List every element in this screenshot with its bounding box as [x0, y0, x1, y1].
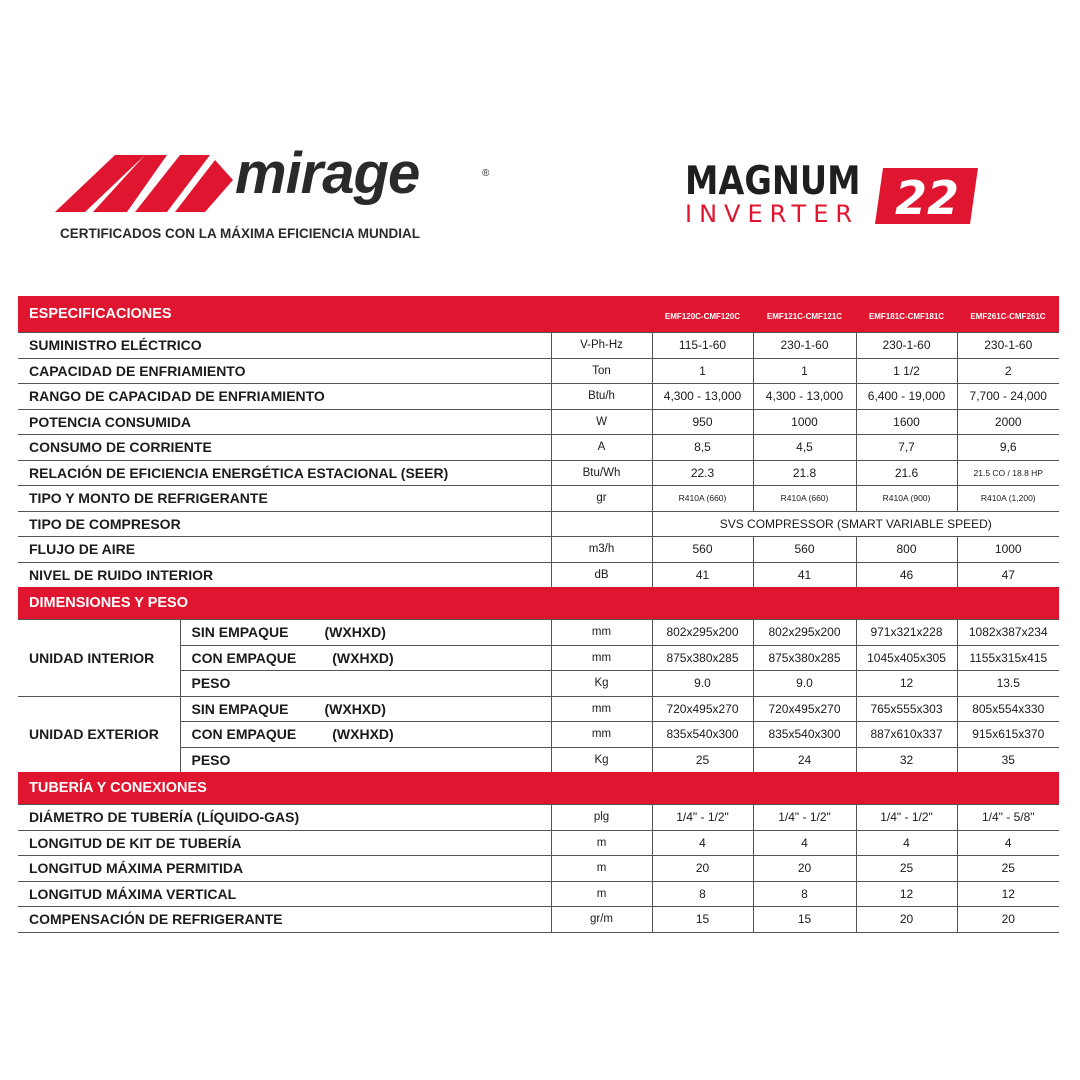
dimension-tag: (WXHXD)	[324, 700, 386, 717]
dimension-label	[180, 747, 551, 772]
spec-value: 950	[652, 409, 753, 435]
spec-value: 25	[957, 856, 1059, 882]
spec-row	[18, 435, 1059, 461]
spec-value: 15	[753, 907, 856, 933]
spec-unit: A	[551, 435, 652, 461]
spec-value: 35	[957, 747, 1059, 772]
spec-unit: W	[551, 409, 652, 435]
dimension-name: CON EMPAQUE	[191, 649, 297, 666]
spec-value: 230-1-60	[957, 333, 1059, 359]
spec-unit: Kg	[551, 671, 652, 697]
spec-value: 1/4" - 5/8"	[957, 805, 1059, 831]
spec-value: 720x495x270	[753, 696, 856, 722]
spec-value: 1600	[856, 409, 957, 435]
spec-unit	[551, 511, 652, 537]
brand-wordmark: mirage	[235, 141, 420, 206]
spec-row	[18, 830, 1059, 856]
spec-unit: m3/h	[551, 537, 652, 563]
spec-value: 802x295x200	[753, 620, 856, 646]
spec-value: 32	[856, 747, 957, 772]
dimension-label	[180, 722, 551, 748]
spec-value: 15	[652, 907, 753, 933]
spec-value: 12	[957, 881, 1059, 907]
model-header: EMF181C-CMF181C	[856, 296, 957, 333]
spec-label: FLUJO DE AIRE	[18, 537, 551, 563]
dimension-name: SIN EMPAQUE	[191, 700, 289, 717]
spec-value: R410A (1,200)	[957, 486, 1059, 512]
spec-value: 21.8	[753, 460, 856, 486]
spec-unit: m	[551, 830, 652, 856]
spec-value: 115-1-60	[652, 333, 753, 359]
product-subtitle: INVERTER	[685, 200, 860, 228]
registered-mark: ®	[482, 168, 490, 179]
spec-row	[18, 358, 1059, 384]
badge-number: 22	[894, 171, 960, 224]
dimension-label	[180, 645, 551, 671]
spec-value: 13.5	[957, 671, 1059, 697]
dimension-row	[18, 696, 1059, 722]
spec-value: 1045x405x305	[856, 645, 957, 671]
dimension-label	[180, 671, 551, 697]
spec-value: 835x540x300	[652, 722, 753, 748]
spec-unit: m	[551, 856, 652, 882]
spec-label: CONSUMO DE CORRIENTE	[18, 435, 551, 461]
spec-value: 8	[652, 881, 753, 907]
spec-value: 20	[652, 856, 753, 882]
spec-value: 8	[753, 881, 856, 907]
spec-label: RELACIÓN DE EFICIENCIA ENERGÉTICA ESTACIONAL (SEER)	[18, 460, 551, 486]
dimension-name: PESO	[191, 751, 231, 768]
spec-value: R410A (660)	[652, 486, 753, 512]
spec-value: 24	[753, 747, 856, 772]
spec-value: 2000	[957, 409, 1059, 435]
spec-value: 20	[957, 907, 1059, 933]
unit-group-label: UNIDAD EXTERIOR	[18, 696, 180, 772]
spec-value: 1/4" - 1/2"	[856, 805, 957, 831]
spec-value: 1	[753, 358, 856, 384]
spec-value: 21.5 CO / 18.8 HP	[957, 460, 1059, 486]
spec-value: 20	[856, 907, 957, 933]
spec-label: TIPO DE COMPRESOR	[18, 511, 551, 537]
dimension-label	[180, 696, 551, 722]
spec-value: 4	[957, 830, 1059, 856]
spec-row	[18, 409, 1059, 435]
spec-value: 1/4" - 1/2"	[753, 805, 856, 831]
dimension-label	[180, 620, 551, 646]
spec-value: 8,5	[652, 435, 753, 461]
spec-row	[18, 511, 1059, 537]
section-title: TUBERÍA Y CONEXIONES	[18, 772, 1059, 805]
section-header-tuberia	[18, 772, 1059, 805]
spec-value: 802x295x200	[652, 620, 753, 646]
spec-label: LONGITUD DE KIT DE TUBERÍA	[18, 830, 551, 856]
spec-value: 21.6	[856, 460, 957, 486]
spec-value: 9.0	[753, 671, 856, 697]
spec-value: 1 1/2	[856, 358, 957, 384]
spec-table	[18, 296, 1059, 933]
spec-value: 41	[652, 562, 753, 587]
spec-row	[18, 881, 1059, 907]
spec-value: 47	[957, 562, 1059, 587]
dimension-name: CON EMPAQUE	[191, 726, 297, 743]
dimension-tag: (WXHXD)	[332, 726, 394, 743]
spec-unit: gr/m	[551, 907, 652, 933]
spec-value: 25	[652, 747, 753, 772]
spec-row	[18, 384, 1059, 410]
model-header: EMF121C-CMF121C	[753, 296, 856, 333]
spec-row	[18, 856, 1059, 882]
spec-unit: mm	[551, 696, 652, 722]
spec-value: 835x540x300	[753, 722, 856, 748]
model-header: EMF261C-CMF261C	[957, 296, 1059, 333]
dimension-tag: (WXHXD)	[324, 624, 386, 641]
spec-value: 875x380x285	[753, 645, 856, 671]
spec-label: DIÁMETRO DE TUBERÍA (LÍQUIDO-GAS)	[18, 805, 551, 831]
spec-row	[18, 537, 1059, 563]
spec-value: 800	[856, 537, 957, 563]
spec-value: 230-1-60	[753, 333, 856, 359]
spec-value: 25	[856, 856, 957, 882]
spec-value: 720x495x270	[652, 696, 753, 722]
spec-value: 560	[652, 537, 753, 563]
spec-value: 1/4" - 1/2"	[652, 805, 753, 831]
spec-unit: mm	[551, 645, 652, 671]
spec-value: R410A (660)	[753, 486, 856, 512]
spec-unit: Btu/Wh	[551, 460, 652, 486]
spec-label: RANGO DE CAPACIDAD DE ENFRIAMIENTO	[18, 384, 551, 410]
spec-value: 41	[753, 562, 856, 587]
spec-value: R410A (900)	[856, 486, 957, 512]
spec-row	[18, 486, 1059, 512]
spec-unit: mm	[551, 620, 652, 646]
dimension-name: SIN EMPAQUE	[191, 624, 289, 641]
spec-unit: m	[551, 881, 652, 907]
spec-value: 875x380x285	[652, 645, 753, 671]
dimension-tag: (WXHXD)	[332, 649, 394, 666]
section-title: ESPECIFICACIONES	[18, 296, 652, 333]
spec-value: 22.3	[652, 460, 753, 486]
spec-unit: Btu/h	[551, 384, 652, 410]
spec-label: COMPENSACIÓN DE REFRIGERANTE	[18, 907, 551, 933]
spec-unit: mm	[551, 722, 652, 748]
spec-value: 46	[856, 562, 957, 587]
spec-label: CAPACIDAD DE ENFRIAMIENTO	[18, 358, 551, 384]
spec-value: 230-1-60	[856, 333, 957, 359]
spec-value: 4,5	[753, 435, 856, 461]
spec-unit: dB	[551, 562, 652, 587]
brand-tagline: CERTIFICADOS CON LA MÁXIMA EFICIENCIA MUNDIAL	[60, 226, 420, 241]
spec-value: 12	[856, 881, 957, 907]
spec-unit: gr	[551, 486, 652, 512]
spec-unit: Kg	[551, 747, 652, 772]
product-badge	[875, 168, 978, 224]
spec-label: LONGITUD MÁXIMA VERTICAL	[18, 881, 551, 907]
spec-unit: Ton	[551, 358, 652, 384]
spec-label: TIPO Y MONTO DE REFRIGERANTE	[18, 486, 551, 512]
spec-merged-value: SVS COMPRESSOR (SMART VARIABLE SPEED)	[652, 511, 1059, 537]
unit-group-label: UNIDAD INTERIOR	[18, 620, 180, 697]
spec-unit: plg	[551, 805, 652, 831]
spec-value: 805x554x330	[957, 696, 1059, 722]
spec-value: 4	[652, 830, 753, 856]
spec-value: 560	[753, 537, 856, 563]
dimension-row	[18, 620, 1059, 646]
spec-value: 4,300 - 13,000	[652, 384, 753, 410]
spec-row	[18, 562, 1059, 587]
spec-value: 1000	[753, 409, 856, 435]
spec-value: 1082x387x234	[957, 620, 1059, 646]
spec-value: 4	[753, 830, 856, 856]
spec-value: 6,400 - 19,000	[856, 384, 957, 410]
spec-row	[18, 805, 1059, 831]
spec-row	[18, 460, 1059, 486]
spec-value: 20	[753, 856, 856, 882]
spec-value: 915x615x370	[957, 722, 1059, 748]
spec-unit: V-Ph-Hz	[551, 333, 652, 359]
spec-value: 2	[957, 358, 1059, 384]
spec-label: SUMINISTRO ELÉCTRICO	[18, 333, 551, 359]
dimension-name: PESO	[191, 675, 231, 692]
spec-value: 7,7	[856, 435, 957, 461]
spec-value: 12	[856, 671, 957, 697]
section-header-dimensiones	[18, 587, 1059, 620]
spec-value: 887x610x337	[856, 722, 957, 748]
spec-row	[18, 907, 1059, 933]
spec-label: POTENCIA CONSUMIDA	[18, 409, 551, 435]
section-title: DIMENSIONES Y PESO	[18, 587, 1059, 620]
spec-label: LONGITUD MÁXIMA PERMITIDA	[18, 856, 551, 882]
spec-row	[18, 333, 1059, 359]
spec-value: 765x555x303	[856, 696, 957, 722]
spec-value: 9.0	[652, 671, 753, 697]
spec-value: 1	[652, 358, 753, 384]
spec-value: 1000	[957, 537, 1059, 563]
spec-value: 971x321x228	[856, 620, 957, 646]
spec-value: 1155x315x415	[957, 645, 1059, 671]
model-header: EMF120C-CMF120C	[652, 296, 753, 333]
spec-label: NIVEL DE RUIDO INTERIOR	[18, 562, 551, 587]
product-name: MAGNUM	[685, 159, 861, 204]
spec-value: 7,700 - 24,000	[957, 384, 1059, 410]
spec-value: 9,6	[957, 435, 1059, 461]
spec-value: 4	[856, 830, 957, 856]
spec-value: 4,300 - 13,000	[753, 384, 856, 410]
section-header-especificaciones	[18, 296, 1059, 333]
